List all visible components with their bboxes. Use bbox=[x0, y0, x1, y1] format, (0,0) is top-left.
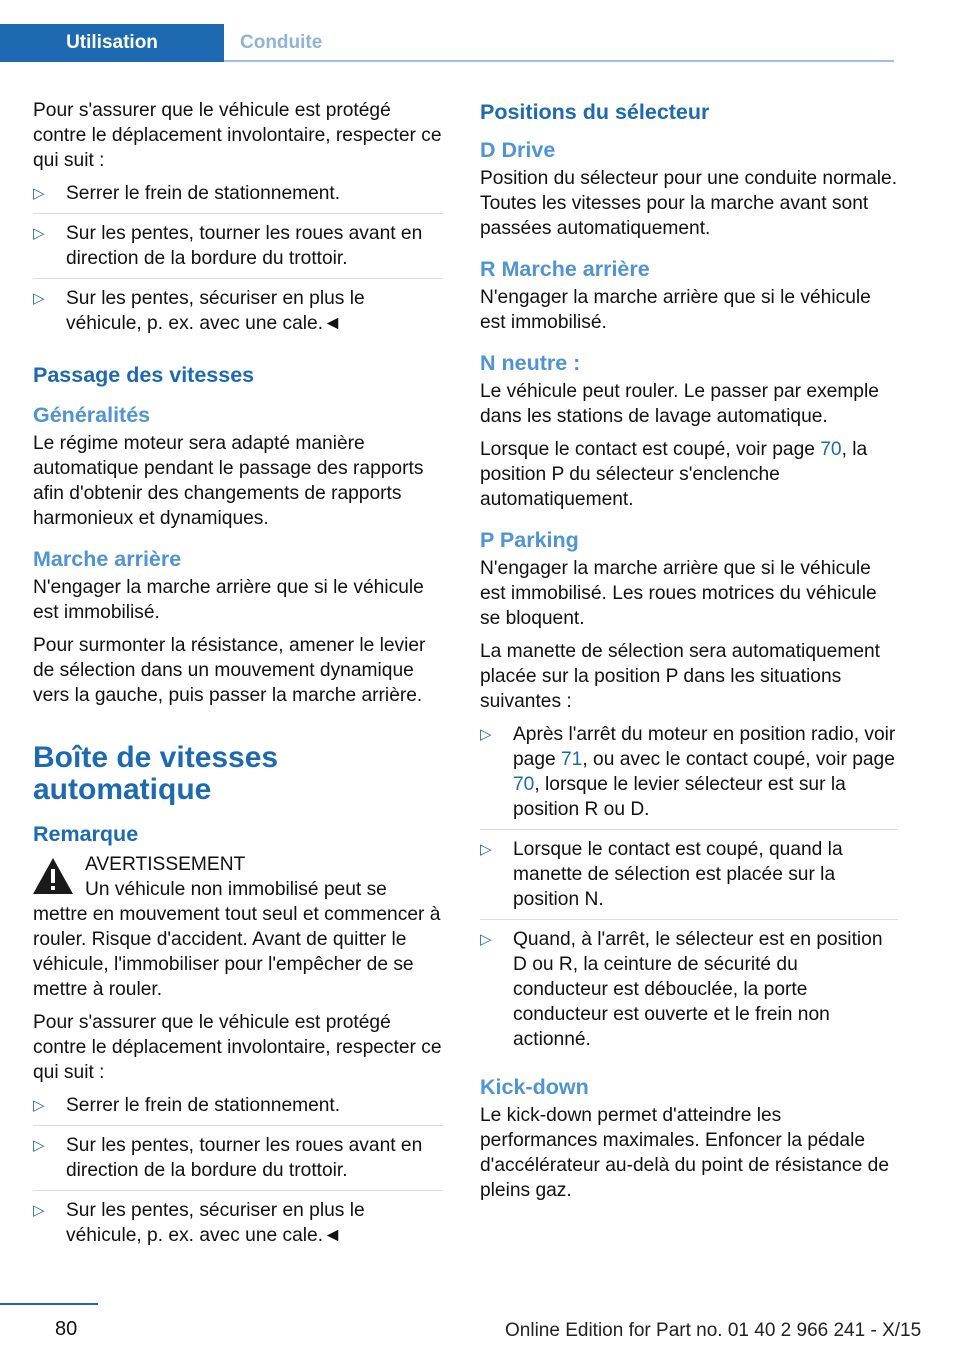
safety-list-2 bbox=[33, 1093, 443, 1255]
parking-list bbox=[480, 722, 898, 1059]
section-title-remarque: Remarque bbox=[33, 822, 139, 846]
intro-paragraph-2: Pour s'assurer que le véhicule est protégé contre le déplacement involontaire, respecter ce qui suit : bbox=[33, 1012, 442, 1083]
page-link-70[interactable]: 70 bbox=[513, 774, 535, 795]
subsection-title-d-drive: D Drive bbox=[480, 138, 556, 162]
n-text-2: Lorsque le contact est coupé, voir page 70, la position P du sélecteur s'enclenche automatiquement. bbox=[480, 439, 868, 510]
left-column bbox=[33, 98, 443, 1265]
tab-utilisation[interactable]: Utilisation bbox=[0, 24, 224, 62]
triangle-right-icon: ▷ bbox=[33, 225, 45, 242]
list-item: ▷ Serrer le frein de stationnement. bbox=[33, 1093, 443, 1126]
list-item: ▷ Serrer le frein de stationnement. bbox=[33, 181, 443, 214]
p-text-1: N'engager la marche arrière que si le véhicule est immobilisé. Les roues motrices du véhicule se bloquent. bbox=[480, 558, 877, 629]
section-title-positions: Positions du sélecteur bbox=[480, 100, 710, 124]
subsection-title-n: N neutre : bbox=[480, 351, 581, 375]
triangle-right-icon: ▷ bbox=[33, 1202, 45, 1219]
chapter-title: Boîte de vitesses automatique bbox=[33, 741, 279, 806]
triangle-right-icon: ▷ bbox=[480, 931, 492, 948]
safety-list bbox=[33, 181, 443, 343]
list-item: ▷ Sur les pentes, tourner les roues avant en direction de la bordure du trottoir. bbox=[33, 1133, 443, 1191]
page-number: 80 bbox=[55, 1318, 78, 1340]
warning-block bbox=[33, 852, 443, 877]
marche-arriere-text-1: N'engager la marche arrière que si le véhicule est immobilisé. bbox=[33, 577, 424, 623]
triangle-right-icon: ▷ bbox=[33, 185, 45, 202]
warning-label: AVERTISSEMENT bbox=[85, 854, 246, 875]
page-link-70[interactable]: 70 bbox=[820, 439, 842, 460]
subsection-title-p-parking: P Parking bbox=[480, 528, 579, 552]
page-header bbox=[0, 24, 894, 62]
footer-edition: Online Edition for Part no. 01 40 2 966 241 - X/15 bbox=[505, 1320, 922, 1341]
triangle-right-icon: ▷ bbox=[33, 1097, 45, 1114]
page-link-71[interactable]: 71 bbox=[561, 749, 583, 770]
list-item: ▷ Sur les pentes, tourner les roues avant en direction de la bordure du trottoir. bbox=[33, 221, 443, 279]
header-divider bbox=[224, 60, 894, 62]
subsection-title-generalites: Généralités bbox=[33, 403, 151, 427]
warning-text: Un véhicule non immobilisé peut se mettre en mouvement tout seul et commencer à rouler. Risque d'accident. Avant de quitter le véhicule, l'immobiliser pour l'empêcher de se mettre à rouler. bbox=[33, 879, 441, 1000]
generalites-text: Le régime moteur sera adapté manière automatique pendant le passage des rapports afin d'obtenir des changements de rapports harmonieux et dynamiques. bbox=[33, 433, 424, 529]
n-text-1: Le véhicule peut rouler. Le passer par exemple dans les stations de lavage automatique. bbox=[480, 381, 879, 427]
subsection-title-kick-down: Kick-down bbox=[480, 1075, 589, 1099]
d-drive-text: Position du sélecteur pour une conduite normale. Toutes les vitesses pour la marche avant sont passées automatiquement. bbox=[480, 168, 898, 239]
footer-divider bbox=[0, 1303, 98, 1305]
list-item: ▷ Sur les pentes, sécuriser en plus le véhicule, p. ex. avec une cale.◄ bbox=[33, 1200, 365, 1246]
triangle-right-icon: ▷ bbox=[33, 1137, 45, 1154]
marche-arriere-text-2: Pour surmonter la résistance, amener le levier de sélection dans un mouvement dynamique vers la gauche, puis passer la marche arrière. bbox=[33, 635, 426, 706]
tab-conduite[interactable]: Conduite bbox=[240, 32, 323, 53]
section-title-passage: Passage des vitesses bbox=[33, 363, 255, 387]
warning-triangle-icon bbox=[31, 856, 75, 896]
p-text-2: La manette de sélection sera automatiquement placée sur la position P dans les situations suivantes : bbox=[480, 641, 880, 712]
kick-down-text: Le kick-down permet d'atteindre les performances maximales. Enfoncer la pédale d'accélérateur au-delà du point de résistance de pleins gaz. bbox=[480, 1105, 889, 1201]
triangle-right-icon: ▷ bbox=[480, 841, 492, 858]
right-column bbox=[480, 98, 898, 1211]
r-text: N'engager la marche arrière que si le véhicule est immobilisé. bbox=[480, 287, 871, 333]
triangle-right-icon: ▷ bbox=[33, 290, 45, 307]
subsection-title-marche-arriere: Marche arrière bbox=[33, 547, 182, 571]
triangle-right-icon: ▷ bbox=[480, 726, 492, 743]
subsection-title-r: R Marche arrière bbox=[480, 257, 650, 281]
list-item: ▷ Quand, à l'arrêt, le sélecteur est en position D ou R, la ceinture de sécurité du conducteur est débouclée, la porte conducteur est ouverte et le frein non actionné. bbox=[480, 929, 883, 1050]
list-item: ▷ Après l'arrêt du moteur en position radio, voir page 71, ou avec le contact coupé, voir page 70, lorsque le levier sélecteur est sur la position R ou D. bbox=[480, 722, 898, 830]
intro-paragraph: Pour s'assurer que le véhicule est protégé contre le déplacement involontaire, respecter ce qui suit : bbox=[33, 100, 442, 171]
list-item: ▷ Sur les pentes, sécuriser en plus le véhicule, p. ex. avec une cale.◄ bbox=[33, 288, 365, 334]
list-item: ▷ Lorsque le contact est coupé, quand la manette de sélection est placée sur la position N. bbox=[480, 837, 898, 920]
